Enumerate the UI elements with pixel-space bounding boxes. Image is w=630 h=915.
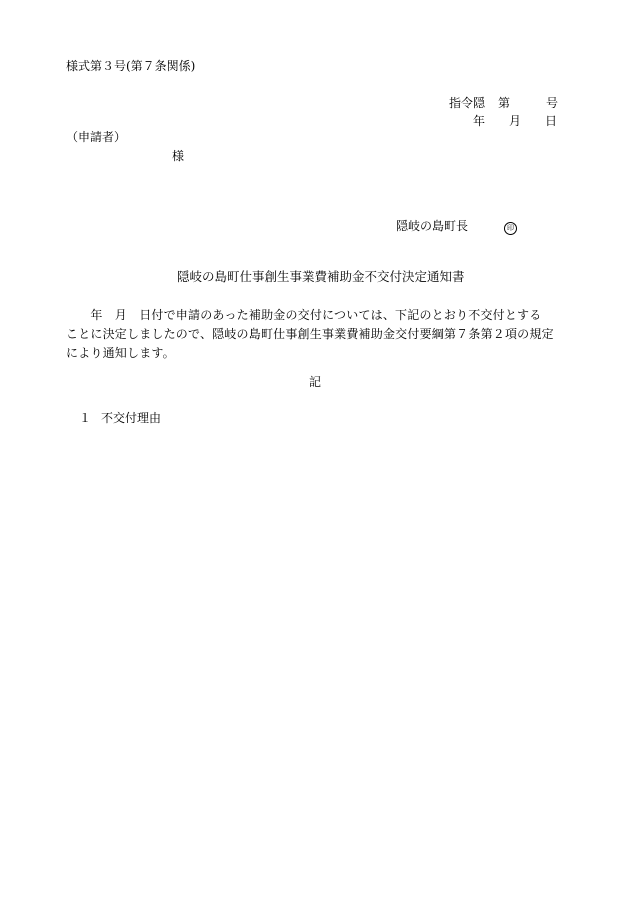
date-year: 年 xyxy=(473,114,486,128)
list-item xyxy=(79,412,161,424)
notice-title: 隠岐の島町仕事創生事業費補助金不交付決定通知書 xyxy=(177,269,465,284)
item-label: 不交付理由 xyxy=(101,411,162,425)
notice-body-line: により通知します。 xyxy=(66,346,175,360)
recipient-honorific: 様 xyxy=(172,149,185,163)
issuer-line xyxy=(396,220,517,235)
seal-mark: 印 xyxy=(504,222,517,235)
doc-number-dai: 第 xyxy=(498,96,511,110)
notice-body xyxy=(66,306,562,363)
item-number: １ xyxy=(79,411,92,425)
issue-date-line xyxy=(473,115,557,127)
ki-heading: 記 xyxy=(309,375,322,389)
date-day: 日 xyxy=(545,114,558,128)
doc-number-prefix: 指令隠 xyxy=(449,96,486,110)
issuer-title: 隠岐の島町長 xyxy=(396,219,469,233)
notice-body-line: ことに決定しましたので、隠岐の島町仕事創生事業費補助金交付要綱第７条第２項の規定 xyxy=(66,327,554,341)
form-number: 様式第３号(第７条関係) xyxy=(66,59,196,73)
date-month: 月 xyxy=(509,114,522,128)
applicant-label: （申請者） xyxy=(66,130,127,144)
doc-number-go: 号 xyxy=(546,96,559,110)
notice-body-line: 年 月 日付で申請のあった補助金の交付については、下記のとおり不交付とする xyxy=(66,308,542,322)
document-number-line xyxy=(449,97,558,109)
